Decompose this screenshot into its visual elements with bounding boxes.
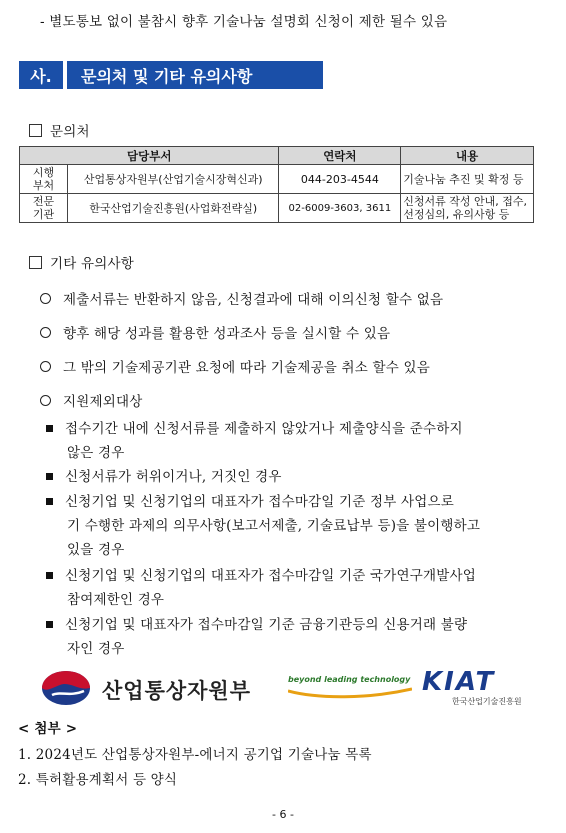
section-letter: 사.	[19, 61, 63, 89]
logo-bar	[40, 667, 540, 709]
checkbox-square-icon	[29, 124, 42, 137]
exclusion-item: 신청기업 및 신청기업의 대표자가 접수마감일 기준 국가연구개발사업	[46, 564, 476, 584]
circle-bullet-icon	[40, 361, 51, 372]
notes-heading: 기타 유의사항	[29, 252, 134, 272]
table-row	[20, 165, 534, 194]
circle-bullet-icon	[40, 293, 51, 304]
table-header-row	[20, 147, 534, 165]
kiat-sub-text: 한국산업기술진흥원	[452, 697, 522, 706]
row-phone: 044-203-4544	[279, 165, 401, 194]
exclusion-item: 신청기업 및 대표자가 접수마감일 기준 금융기관등의 신용거래 불량	[46, 613, 467, 633]
top-note: - 별도통보 없이 불참시 향후 기술나눔 설명회 신청이 제한 될수 있음	[40, 14, 448, 30]
taegeuk-logo-icon	[40, 669, 92, 707]
square-bullet-icon	[46, 473, 53, 480]
exclusion-item-cont: 기 수행한 과제의 의무사항(보고서제출, 기술료납부 등)을 불이행하고	[67, 518, 481, 534]
square-bullet-icon	[46, 572, 53, 579]
column-header-phone: 연락처	[279, 147, 401, 165]
exclusion-item: 접수기간 내에 신청서류를 제출하지 않았거나 제출양식을 준수하지	[46, 417, 463, 437]
column-header-dept: 담당부서	[20, 147, 279, 165]
row-type: 전문 기관	[20, 194, 68, 223]
exclusion-item-cont: 자인 경우	[67, 641, 125, 657]
ministry-logo-text: 산업통상자원부	[102, 679, 252, 703]
section-title: 문의처 및 기타 유의사항	[67, 61, 323, 89]
tagline-logo	[288, 675, 412, 703]
column-header-content: 내용	[401, 147, 534, 165]
square-bullet-icon	[46, 498, 53, 505]
row-phone: 02-6009-3603, 3611	[279, 194, 401, 223]
row-type: 시행 부처	[20, 165, 68, 194]
tagline-text: beyond leading technology	[288, 675, 411, 684]
square-bullet-icon	[46, 621, 53, 628]
square-bullet-icon	[46, 425, 53, 432]
attachment-item: 2. 특허활용계획서 등 양식	[18, 772, 178, 788]
exclusion-item-cont: 않은 경우	[67, 445, 125, 461]
table-row	[20, 194, 534, 223]
contact-heading: 문의처	[29, 120, 90, 140]
section-header	[19, 61, 323, 89]
exclusion-item: 신청기업 및 신청기업의 대표자가 접수마감일 기준 정부 사업으로	[46, 490, 454, 510]
exclusion-item: 신청서류가 허위이거나, 거짓인 경우	[46, 465, 282, 485]
exclusion-item-cont: 있을 경우	[67, 542, 125, 558]
attachment-item: 1. 2024년도 산업통상자원부-에너지 공기업 기술나눔 목록	[18, 747, 372, 763]
list-item: 제출서류는 반환하지 않음, 신청결과에 대해 이의신청 할수 없음	[40, 288, 443, 308]
row-dept: 한국산업기술진흥원(사업화전략실)	[67, 194, 279, 223]
swoosh-icon	[288, 687, 412, 699]
checkbox-square-icon	[29, 256, 42, 269]
list-item: 향후 해당 성과를 활용한 성과조사 등을 실시할 수 있음	[40, 322, 390, 342]
contact-table	[19, 146, 534, 223]
row-content: 신청서류 작성 안내, 접수, 선정심의, 유의사항 등	[401, 194, 534, 223]
kiat-logo-text: KIAT	[422, 667, 496, 697]
attachment-heading: < 첨부 >	[18, 721, 78, 737]
circle-bullet-icon	[40, 327, 51, 338]
page-number: - 6 -	[272, 808, 294, 821]
list-item: 그 밖의 기술제공기관 요청에 따라 기술제공을 취소 할수 있음	[40, 356, 430, 376]
exclusion-item-cont: 참여제한인 경우	[67, 592, 165, 608]
row-dept: 산업통상자원부(산업기술시장혁신과)	[67, 165, 279, 194]
list-item: 지원제외대상	[40, 390, 142, 410]
row-content: 기술나눔 추진 및 확정 등	[401, 165, 534, 194]
circle-bullet-icon	[40, 395, 51, 406]
